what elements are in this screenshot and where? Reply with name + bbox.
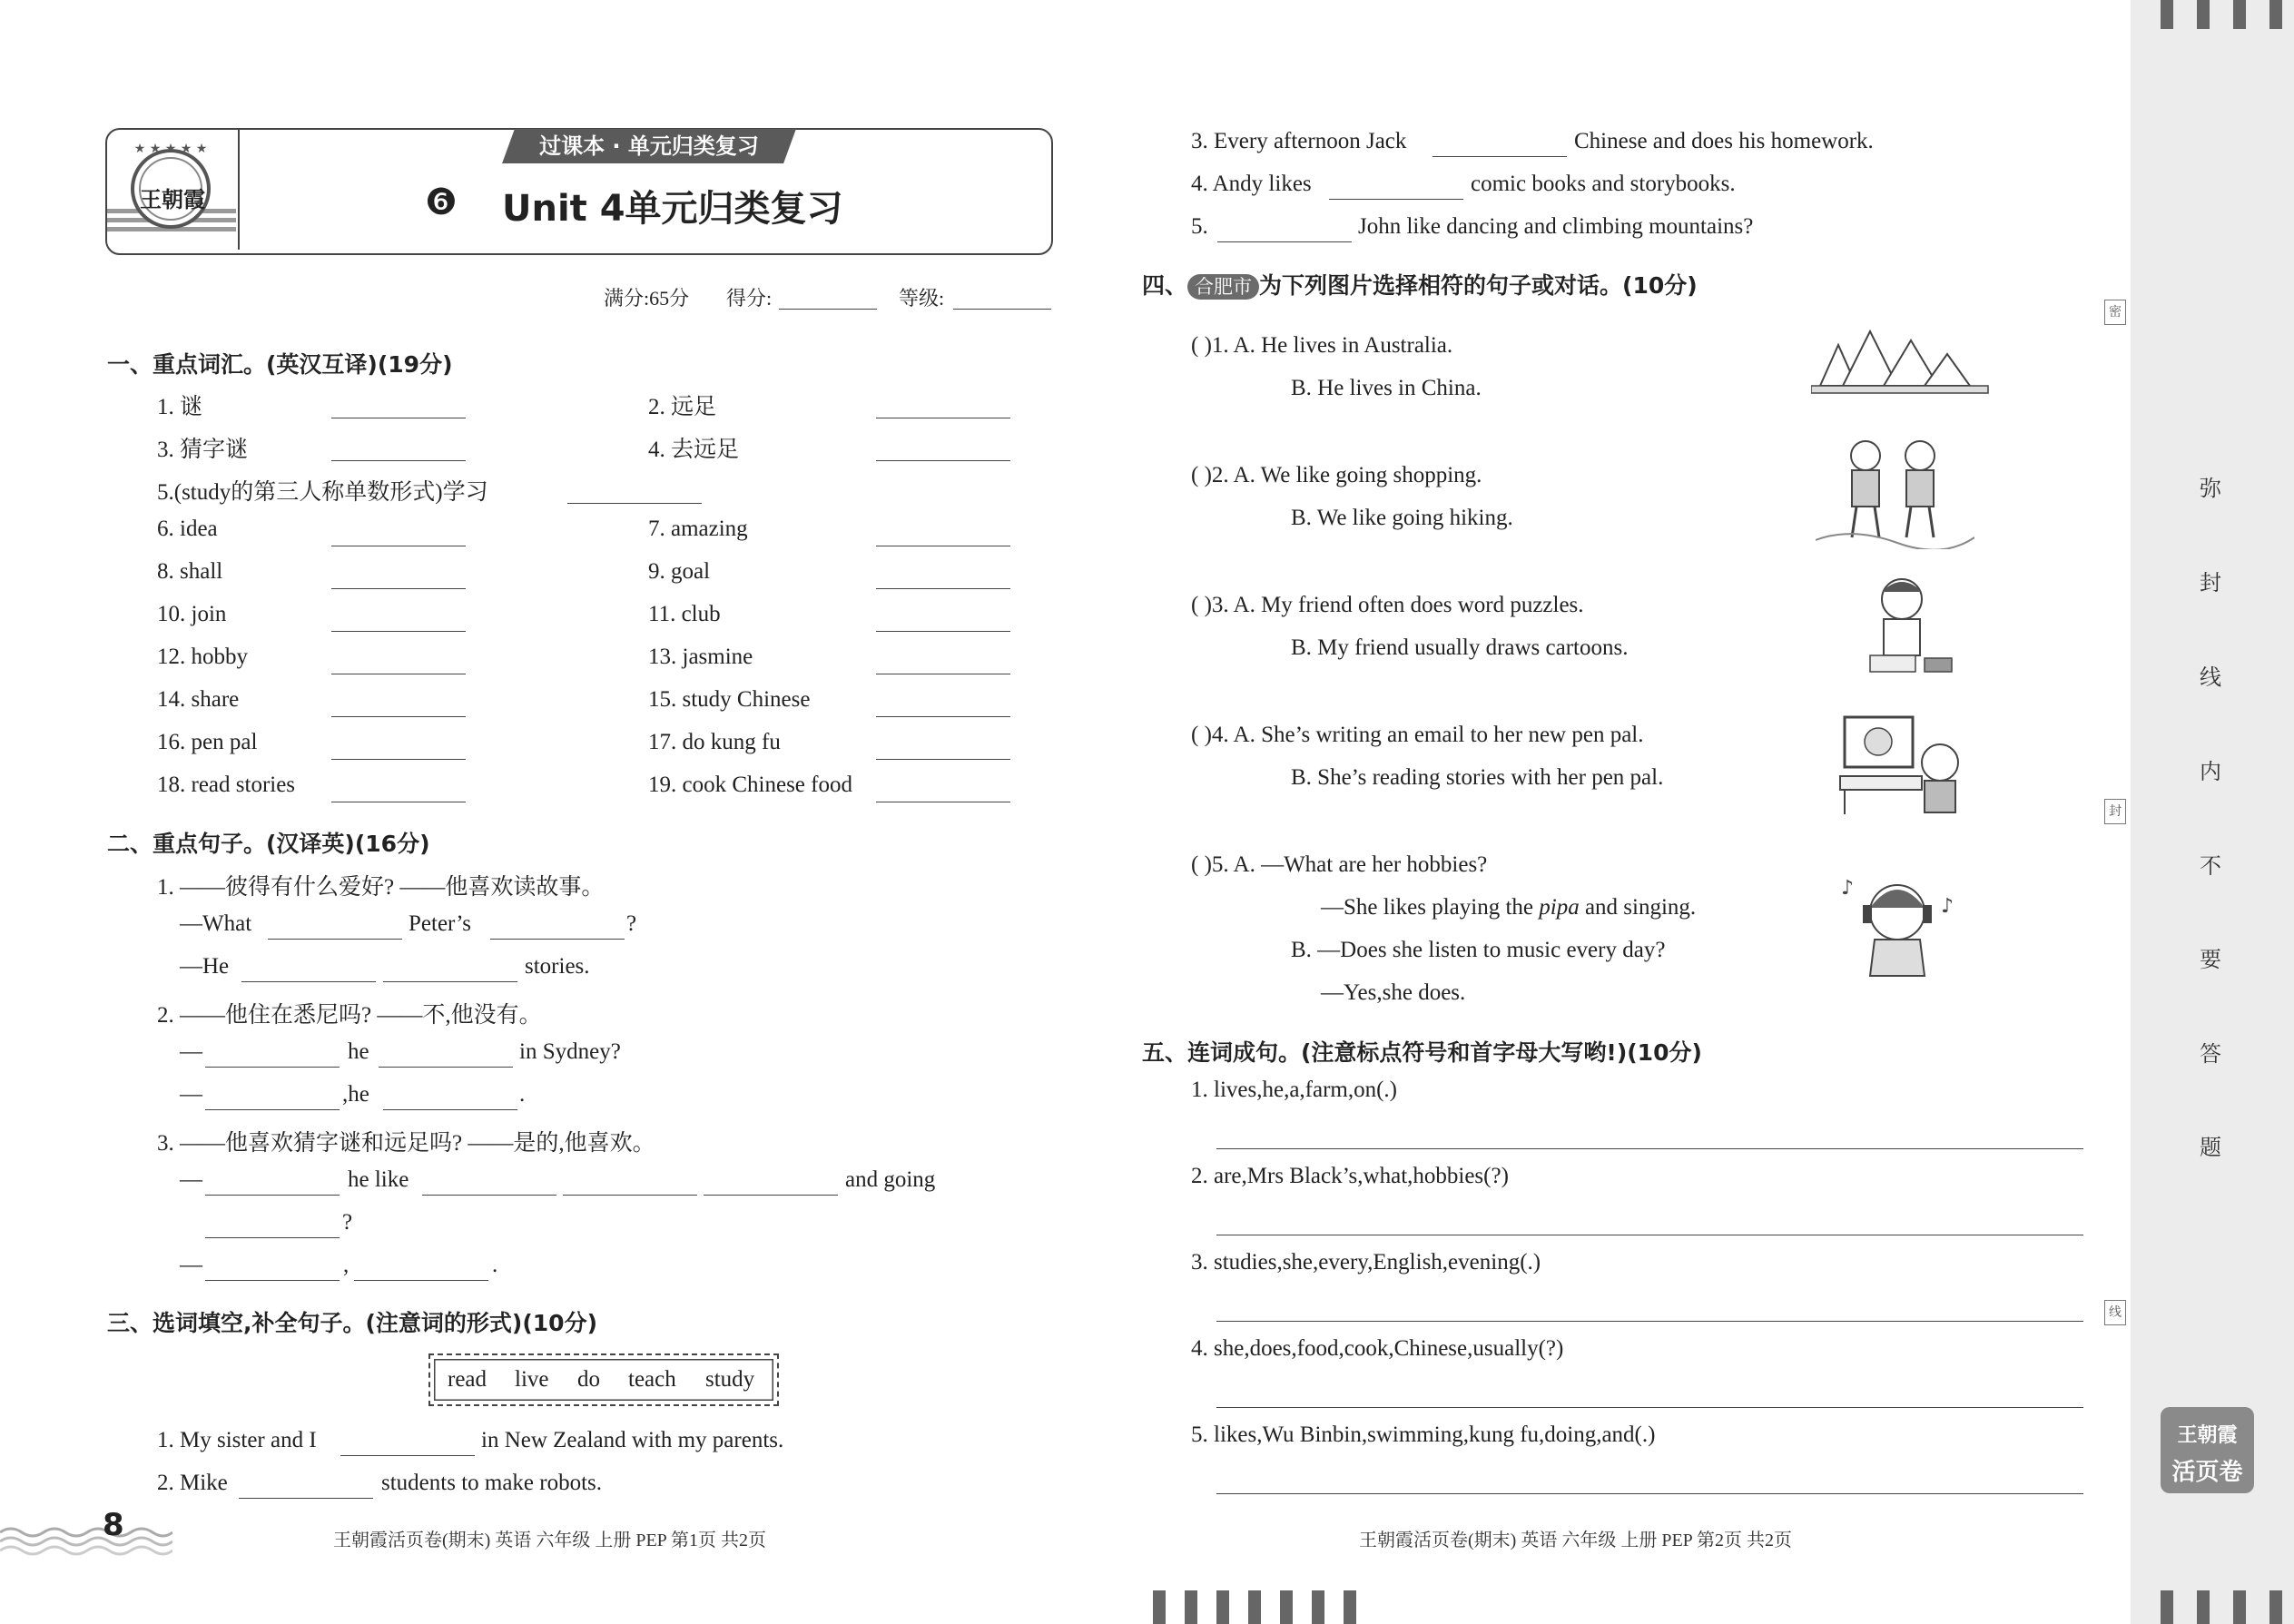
section3-heading: 三、选词填空,补全句子。(注意词的形式)(10分) — [107, 1310, 597, 1336]
bottom-center-bar — [1280, 1590, 1293, 1624]
sentence-blank[interactable] — [205, 1067, 340, 1068]
sentence-blank[interactable] — [354, 1280, 488, 1281]
word-bank-word: do — [577, 1367, 600, 1392]
bottom-center-bar — [1312, 1590, 1324, 1624]
vocab-item: 16. pen pal — [157, 730, 258, 754]
vocab-item: 19. cook Chinese food — [648, 773, 852, 797]
sentence-part: ? — [626, 911, 637, 936]
header-logo-text: 王朝霞 — [140, 186, 205, 212]
seal-tick-box: 线 — [2104, 1300, 2126, 1325]
sentence-part: — — [180, 1167, 202, 1192]
bottom-center-bar — [1153, 1590, 1166, 1624]
seal-warning-char: 封 — [2200, 570, 2221, 595]
vocab-answer-blank[interactable] — [331, 588, 466, 589]
reorder-item: 1. lives,he,a,farm,on(.) — [1191, 1078, 1398, 1102]
seal-warning-char: 内 — [2200, 759, 2221, 784]
page-title: Unit 4单元归类复习 — [502, 188, 843, 230]
footer-right: 王朝霞活页卷(期末) 英语 六年级 上册 PEP 第2页 共2页 — [1359, 1530, 1793, 1550]
grade-blank[interactable] — [953, 309, 1051, 310]
sentence-blank[interactable] — [241, 981, 376, 982]
bottom-bar-mark — [2161, 1590, 2173, 1624]
sentence-part: —He — [180, 954, 230, 979]
bottom-center-bar — [1185, 1590, 1197, 1624]
vocab-answer-blank[interactable] — [876, 460, 1010, 461]
bottom-center-bar — [1344, 1590, 1356, 1624]
vocab-answer-blank[interactable] — [876, 759, 1010, 760]
picture-option — [1321, 895, 1696, 920]
sentence-prompt: 1. ——彼得有什么爱好? ——他喜欢读故事。 — [157, 875, 605, 900]
sentence-blank[interactable] — [422, 1195, 556, 1196]
vocab-item: 9. goal — [648, 559, 711, 584]
sentence-part: he like — [348, 1167, 409, 1192]
section1-heading: 一、重点词汇。(英汉互译)(19分) — [107, 351, 453, 378]
fill-sentence: John like dancing and climbing mountains? — [1358, 214, 1754, 239]
unit-number-badge: ❻ — [425, 182, 458, 223]
score-blank[interactable] — [779, 309, 877, 310]
word-bank-word: teach — [628, 1367, 676, 1392]
sentence-blank[interactable] — [205, 1280, 340, 1281]
binding-strip — [2131, 0, 2294, 1624]
seal-warning-char: 题 — [2200, 1135, 2221, 1160]
footer-left: 王朝霞活页卷(期末) 英语 六年级 上册 PEP 第1页 共2页 — [333, 1530, 767, 1550]
vocab-item: 4. 去远足 — [648, 438, 740, 462]
page-wave — [0, 1521, 172, 1558]
vocab-item: 6. idea — [157, 517, 218, 541]
vocab-item: 3. 猜字谜 — [157, 438, 249, 462]
seal-warning-char: 要 — [2200, 947, 2221, 972]
seal-tick-box: 封 — [2104, 799, 2126, 824]
vocab-answer-blank[interactable] — [876, 716, 1010, 717]
vocab-answer-blank[interactable] — [331, 460, 466, 461]
vocab-item: 15. study Chinese — [648, 687, 811, 712]
picture-question: ( )5. A. —What are her hobbies? — [1191, 852, 1488, 877]
sentence-part: ? — [342, 1210, 353, 1235]
vocab-item: 10. join — [157, 602, 227, 626]
top-bar-mark — [2197, 0, 2210, 29]
sentence-part: stories. — [525, 954, 590, 979]
seal-warning-char: 弥 — [2200, 476, 2221, 501]
header-logo-divider — [238, 130, 240, 250]
fill-sentence: 5. — [1191, 214, 1208, 239]
sentence-prompt: 2. ——他住在悉尼吗? ——不,他没有。 — [157, 1003, 542, 1028]
svg-text:♪: ♪ — [1841, 877, 1855, 900]
girl-computer-picture — [1836, 713, 1972, 825]
sentence-blank[interactable] — [205, 1237, 340, 1238]
sentence-blank[interactable] — [205, 1109, 340, 1110]
reorder-answer-line[interactable] — [1216, 1321, 2083, 1322]
vocab-answer-blank[interactable] — [331, 716, 466, 717]
vocab-answer-blank[interactable] — [331, 631, 466, 632]
fill-blank[interactable] — [1433, 156, 1567, 157]
sentence-prompt: 3. ——他喜欢猜字谜和远足吗? ——是的,他喜欢。 — [157, 1131, 655, 1156]
full-score-label: 满分:65分 — [604, 287, 690, 310]
fill-sentence: in New Zealand with my parents. — [481, 1428, 784, 1452]
section4-heading-prefix: 四、 — [1142, 272, 1188, 299]
sentence-blank[interactable] — [205, 1195, 340, 1196]
fill-sentence: Chinese and does his homework. — [1574, 129, 1874, 153]
reorder-item: 4. she,does,food,cook,Chinese,usually(?) — [1191, 1336, 1564, 1361]
opera-house-picture — [1811, 318, 1993, 403]
svg-text:♪: ♪ — [1941, 895, 1954, 918]
page-number: 8 — [103, 1507, 124, 1543]
sentence-blank[interactable] — [563, 1195, 697, 1196]
sentence-blank[interactable] — [704, 1195, 838, 1196]
picture-option: B. We like going hiking. — [1291, 506, 1513, 530]
section5-heading: 五、连词成句。(注意标点符号和首字母大写哟!)(10分) — [1142, 1039, 1702, 1066]
sentence-part: Peter’s — [409, 911, 471, 936]
city-tag: 合肥市 — [1187, 274, 1259, 300]
reorder-item: 3. studies,she,every,English,evening(.) — [1191, 1250, 1541, 1275]
seal-warning-char: 不 — [2200, 853, 2221, 879]
vocab-item: 8. shall — [157, 559, 223, 584]
sentence-part: — — [180, 1253, 202, 1277]
hiking-kids-picture — [1816, 436, 1974, 553]
section4-heading-text: 为下列图片选择相符的句子或对话。(10分) — [1259, 272, 1698, 299]
seal-tick-box: 密 — [2104, 300, 2126, 325]
picture-option: B. He lives in China. — [1291, 376, 1482, 400]
bottom-bar-mark — [2233, 1590, 2246, 1624]
top-bar-mark — [2161, 0, 2173, 29]
word-bank-word: study — [705, 1367, 755, 1392]
sentence-part: and going — [845, 1167, 936, 1192]
sentence-part: . — [492, 1253, 498, 1277]
fill-blank[interactable] — [340, 1455, 475, 1456]
seal-warning-char: 答 — [2200, 1041, 2221, 1067]
picture-question: ( )4. A. She’s writing an email to her new pen pal. — [1191, 723, 1644, 747]
vocab-item: 11. club — [648, 602, 721, 626]
vocab-item: 2. 远足 — [648, 395, 717, 419]
bottom-bar-mark — [2197, 1590, 2210, 1624]
word-bank-word: read — [448, 1367, 487, 1392]
picture-question: ( )1. A. He lives in Australia. — [1191, 333, 1453, 358]
fill-sentence: students to make robots. — [381, 1471, 603, 1495]
sentence-part: — — [180, 1082, 202, 1107]
brand-badge-top: 王朝霞 — [2177, 1424, 2238, 1447]
fill-blank[interactable] — [1217, 241, 1352, 242]
sentence-part: he — [348, 1039, 369, 1064]
boy-puzzle-picture — [1861, 572, 1961, 684]
picture-question: ( )3. A. My friend often does word puzzles. — [1191, 593, 1584, 617]
sentence-blank[interactable] — [383, 981, 517, 982]
vocab-answer-blank[interactable] — [567, 503, 702, 504]
vocab-item: 13. jasmine — [648, 645, 753, 669]
reorder-answer-line[interactable] — [1216, 1493, 2083, 1494]
sentence-part: — — [180, 1039, 202, 1064]
vocab-answer-blank[interactable] — [876, 588, 1010, 589]
grade-label: 等级: — [899, 287, 945, 310]
dialog-text: —She likes playing the — [1321, 895, 1540, 920]
picture-option: B. My friend usually draws cartoons. — [1291, 635, 1629, 660]
brand-badge-bottom: 活页卷 — [2171, 1459, 2243, 1486]
picture-question: ( )2. A. We like going shopping. — [1191, 463, 1482, 487]
top-bar-mark — [2269, 0, 2282, 29]
fill-sentence: 2. Mike — [157, 1471, 228, 1495]
vocab-item: 18. read stories — [157, 773, 296, 797]
sentence-blank[interactable] — [490, 939, 625, 940]
dialog-text: and singing. — [1579, 895, 1697, 920]
reorder-answer-line[interactable] — [1216, 1407, 2083, 1408]
fill-sentence: 4. Andy likes — [1191, 172, 1312, 196]
sentence-part: —What — [180, 911, 252, 936]
sentence-part: ,he — [342, 1082, 369, 1107]
section2-heading: 二、重点句子。(汉译英)(16分) — [107, 831, 430, 857]
fill-sentence: 1. My sister and I — [157, 1428, 317, 1452]
vocab-answer-blank[interactable] — [331, 759, 466, 760]
header-tab-label: 过课本 · 单元归类复习 — [539, 133, 759, 159]
vocab-item: 12. hobby — [157, 645, 248, 669]
vocab-item: 1. 谜 — [157, 395, 203, 419]
bottom-bar-mark — [2269, 1590, 2282, 1624]
girl-headphones-picture — [1834, 867, 1961, 989]
picture-option: B. She’s reading stories with her pen pal. — [1291, 765, 1664, 790]
fill-blank[interactable] — [239, 1498, 373, 1499]
word-bank-word: live — [515, 1367, 549, 1392]
top-bar-mark — [2233, 0, 2246, 29]
score-label: 得分: — [726, 287, 773, 310]
fill-sentence: comic books and storybooks. — [1471, 172, 1736, 196]
seal-warning-char: 线 — [2200, 664, 2221, 690]
brand-badge — [2161, 1407, 2254, 1493]
vocab-item: 14. share — [157, 687, 240, 712]
reorder-item: 5. likes,Wu Binbin,swimming,kung fu,doing,and(.) — [1191, 1422, 1656, 1447]
section4-heading — [1142, 268, 1698, 300]
vocab-item: 7. amazing — [648, 517, 748, 541]
vocab-item: 17. do kung fu — [648, 730, 781, 754]
dialog-emphasis: pipa — [1539, 895, 1580, 920]
vocab-answer-blank[interactable] — [876, 631, 1010, 632]
bottom-center-bar — [1216, 1590, 1229, 1624]
sentence-part: in Sydney? — [519, 1039, 621, 1064]
fill-blank[interactable] — [1329, 199, 1463, 200]
sentence-blank[interactable] — [379, 1067, 513, 1068]
sentence-blank[interactable] — [268, 939, 402, 940]
picture-option: —Yes,she does. — [1321, 980, 1466, 1005]
vocab-item: 5.(study的第三人称单数形式)学习 — [157, 480, 488, 505]
sentence-part: , — [343, 1253, 350, 1277]
fill-sentence: 3. Every afternoon Jack — [1191, 129, 1407, 153]
sentence-part: . — [519, 1082, 526, 1107]
bottom-center-bar — [1248, 1590, 1261, 1624]
picture-option: B. —Does she listen to music every day? — [1291, 938, 1666, 962]
svg-text:★ ★ ★ ★ ★: ★ ★ ★ ★ ★ — [133, 142, 208, 156]
reorder-item: 2. are,Mrs Black’s,what,hobbies(?) — [1191, 1164, 1509, 1188]
sentence-blank[interactable] — [383, 1109, 517, 1110]
reorder-answer-line[interactable] — [1216, 1148, 2083, 1149]
